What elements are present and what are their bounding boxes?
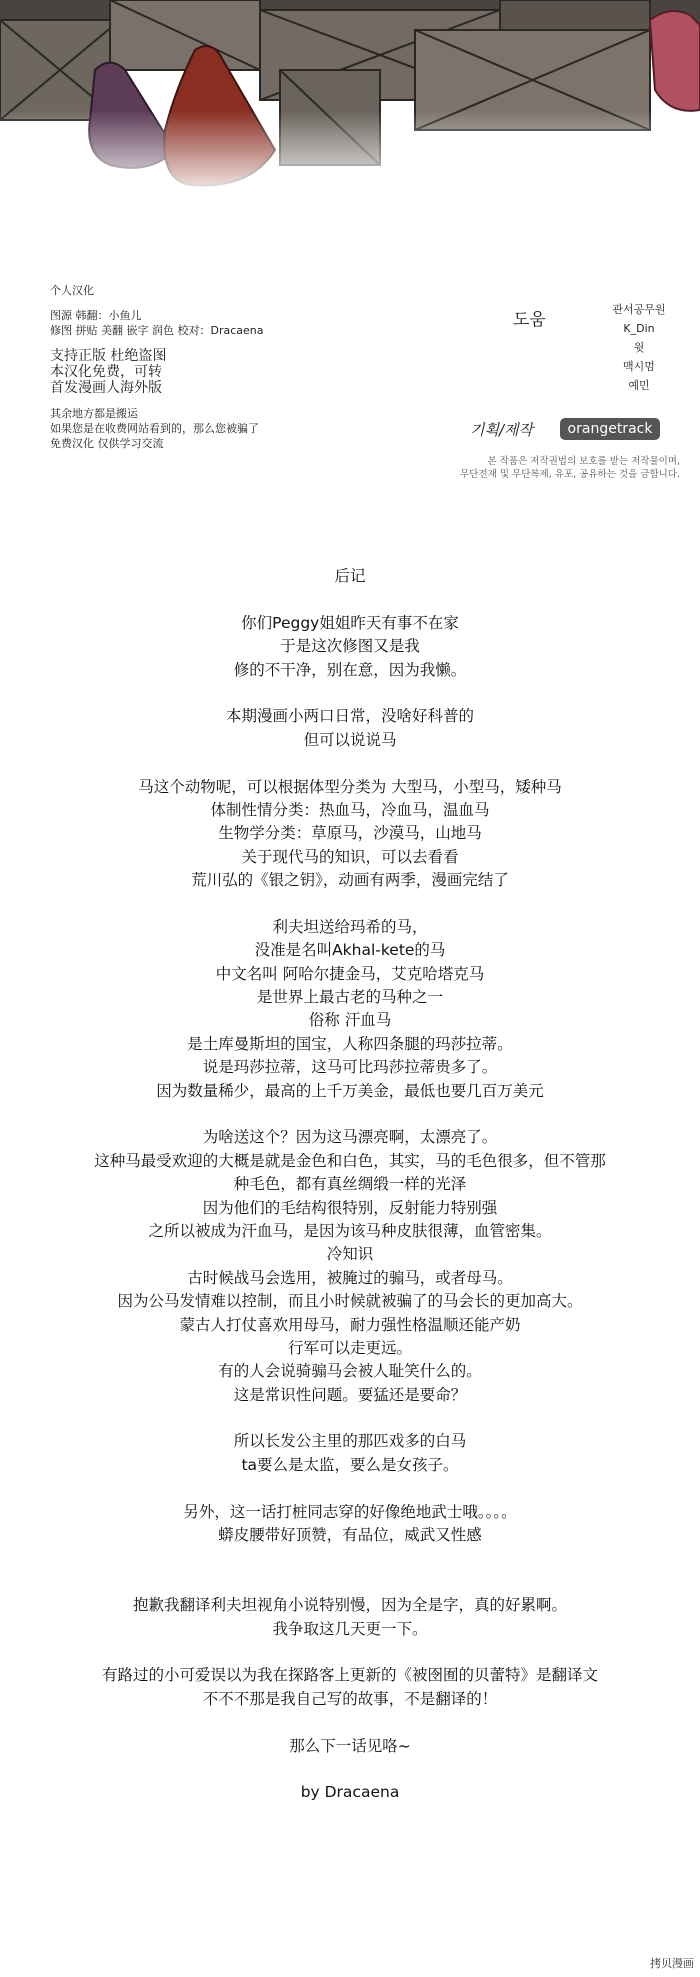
afterword-line: 冷知识 [326, 1245, 374, 1264]
afterword-line: 这种马最受欢迎的大概是就是金色和白色，其实，马的毛色很多，但不管那 [94, 1151, 606, 1170]
afterword-line: 说是玛莎拉蒂，这马可比玛莎拉蒂贵多了。 [202, 1058, 498, 1077]
afterword-line: 因为他们的毛结构很特别，反射能力特别强 [202, 1198, 498, 1217]
afterword-line: 古时候战马会选用，被腌过的骟马，或者母马。 [187, 1268, 513, 1287]
afterword-line: 有的人会说骑骟马会被人耻笑什么的。 [218, 1362, 482, 1381]
afterword-line: 利夫坦送给玛希的马， [272, 917, 428, 936]
translation-credits [50, 283, 263, 461]
afterword-line [20, 1758, 680, 1781]
afterword-line: 修的不干净，别在意，因为我懒。 [233, 660, 467, 679]
afterword-line: 没准是名叫Akhal-kete的马 [254, 941, 446, 960]
afterword-line: 本期漫画小两口日常，没啥好科普的 [225, 707, 474, 726]
top-illustration [0, 0, 700, 200]
afterword-line: 体制性情分类：热血马，冷血马，温血马 [210, 800, 490, 819]
afterword-line [20, 588, 680, 611]
credit-line: 免费汉化 仅供学习交流 [50, 437, 164, 450]
help-name: 예민 [628, 379, 650, 392]
afterword-line: 但可以说说马 [303, 730, 397, 749]
afterword-line: 之所以被成为汗血马，是因为该马种皮肤很薄，血管密集。 [148, 1221, 552, 1240]
staff-credits [50, 308, 263, 338]
orangetrack-logo: orangetrack [560, 418, 660, 440]
help-label: 도움 [513, 310, 546, 330]
credit-line: 首发漫画人海外版 [50, 380, 162, 396]
afterword-line: 你们Peggy姐姐昨天有事不在家 [241, 613, 459, 632]
afterword-line: 所以长发公主里的那匹戏多的白马 [233, 1432, 467, 1451]
copyright-line: 무단전재 및 무단복제, 유포, 공유하는 것을 금합니다. [460, 469, 680, 480]
afterword-line: 那么下一话见咯~ [289, 1736, 411, 1755]
afterword-line: 俗称 汗血马 [308, 1011, 392, 1030]
afterword-line: 蟒皮腰带好顶赞，有品位，威武又性感 [218, 1526, 482, 1545]
afterword-line: 不不不那是我自己写的故事，不是翻译的！ [202, 1689, 498, 1708]
afterword-line: 马这个动物呢，可以根据体型分类为 大型马，小型马，矮种马 [138, 777, 562, 796]
afterword-line: 我争取这几天更一下。 [272, 1619, 428, 1638]
credit-line: 个人汉化 [50, 284, 94, 297]
afterword-line: 抱歉我翻译利夫坦视角小说特别慢，因为全是字，真的好累啊。 [132, 1596, 567, 1615]
afterword-line: 因为公马发情难以控制，而且小时候就被骗了的马会长的更加高大。 [117, 1292, 583, 1311]
help-name: 관서공무원 [612, 303, 666, 316]
afterword-line: 行军可以走更远。 [287, 1338, 412, 1357]
help-name: K_Din [623, 322, 655, 335]
afterword-line: 有路过的小可爱误以为我在探路客上更新的《被囹囿的贝蕾特》是翻译文 [101, 1666, 598, 1685]
afterword-line: 蒙古人打仗喜欢用母马，耐力强性格温顺还能产奶 [179, 1315, 521, 1334]
afterword-line: 因为数量稀少，最高的上千万美金，最低也要几百万美元 [156, 1081, 544, 1100]
help-names [596, 300, 682, 395]
afterword-line: 另外，这一话打桩同志穿的好像绝地武士哦。。。。 [183, 1502, 517, 1521]
production-label: 기획/제작 [470, 421, 534, 439]
afterword-line [20, 682, 680, 705]
support-notice [50, 348, 263, 396]
afterword-line: ta要么是太监，要么是女孩子。 [241, 1455, 459, 1474]
crate [110, 0, 260, 70]
afterword [20, 565, 680, 1805]
watermark: 拷贝漫画 [650, 1957, 694, 1970]
afterword-line [20, 752, 680, 775]
afterword-line [20, 1477, 680, 1500]
credit-line: 本汉化免费，可转 [50, 364, 162, 380]
afterword-line: by Dracaena [300, 1783, 400, 1802]
credit-line: 图源 韩翻：小鱼儿 [50, 309, 142, 322]
copyright-line: 본 작품은 저작권법의 보호를 받는 저작물이며, [487, 456, 680, 467]
afterword-line [20, 1711, 680, 1734]
afterword-line [20, 1641, 680, 1664]
help-name: 맥시멈 [623, 360, 655, 373]
copyright-notice [430, 455, 680, 481]
credit-line: 其余地方都是搬运 [50, 407, 138, 420]
help-name: 윗 [633, 341, 645, 354]
afterword-line: 种毛色，都有真丝绸缎一样的光泽 [233, 1175, 467, 1194]
afterword-line [20, 1571, 680, 1594]
afterword-line: 这是常识性问题。要猛还是要命？ [233, 1385, 467, 1404]
afterword-line: 关于现代马的知识，可以去看看 [241, 847, 459, 866]
group-name [50, 283, 263, 298]
credit-line: 修图 拼贴 美翻 嵌字 润色 校对：Dracaena [50, 324, 264, 337]
repost-notice [50, 406, 263, 451]
afterword-line: 中文名叫 阿哈尔捷金马，艾克哈塔克马 [215, 964, 485, 983]
credit-line: 支持正版 杜绝盗图 [50, 348, 167, 364]
afterword-line [20, 1547, 680, 1570]
credit-line: 如果您是在收费网站看到的，那么您被骗了 [50, 422, 259, 435]
afterword-line: 生物学分类：草原马，沙漠马，山地马 [218, 824, 482, 843]
afterword-line [20, 1407, 680, 1430]
afterword-line: 荒川弘的《银之钥》，动画有两季，漫画完结了 [191, 871, 509, 890]
afterword-line: 是世界上最古老的马种之一 [256, 988, 443, 1007]
afterword-line [20, 1103, 680, 1126]
afterword-line [20, 892, 680, 915]
sack-pink [650, 11, 700, 111]
afterword-line: 是土库曼斯坦的国宝，人称四条腿的玛莎拉蒂。 [187, 1034, 513, 1053]
afterword-line: 为啥送这个？因为这马漂亮啊，太漂亮了。 [202, 1128, 498, 1147]
afterword-line: 于是这次修图又是我 [280, 637, 420, 656]
afterword-title: 后记 [334, 567, 366, 585]
